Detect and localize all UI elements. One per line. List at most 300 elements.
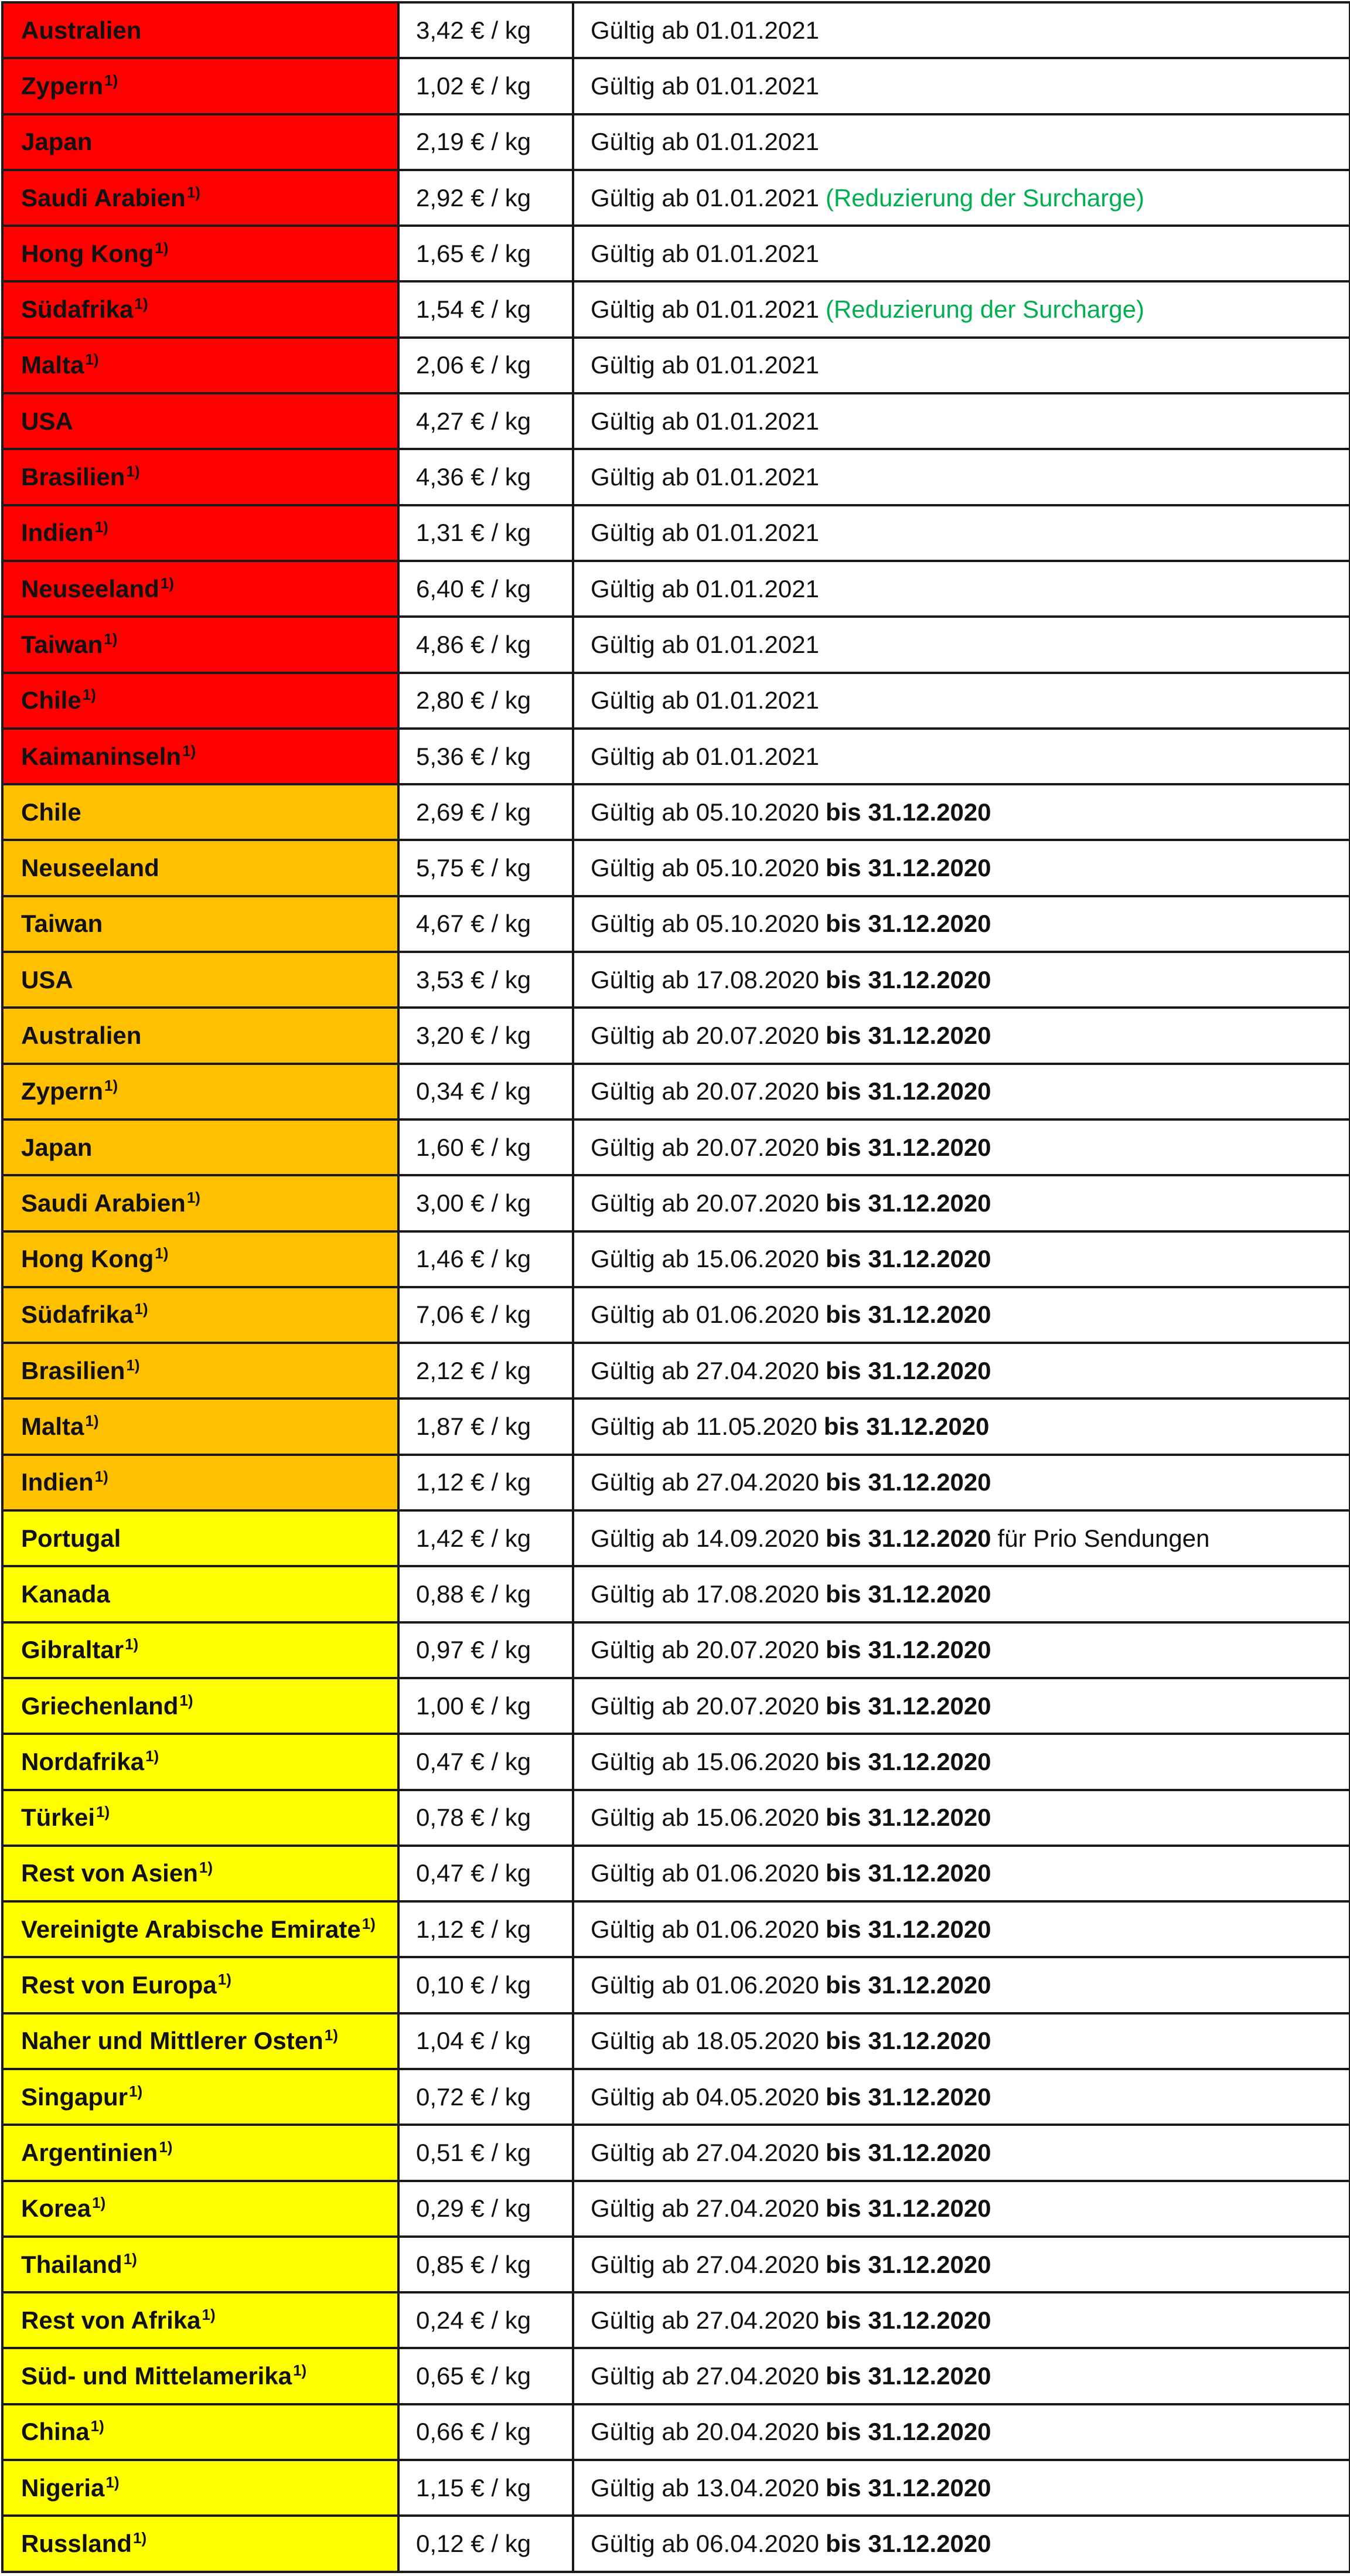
valid-from: Gültig ab 27.04.2020 [591,2250,819,2278]
validity-cell [573,1287,1350,1343]
country-name: Vereinigte Arabische Emirate [21,1915,361,1943]
country-name: Neuseeland [21,574,159,603]
valid-until: bis 31.12.2020 [825,1803,991,1832]
table-row [2,673,1350,729]
country-cell [2,1008,398,1063]
table-row [2,1119,1350,1175]
validity-cell [573,1064,1350,1119]
table-row [2,505,1350,561]
validity-cell [573,2237,1350,2292]
rate-cell: 0,66 € / kg [398,2404,573,2460]
valid-from: Gültig ab 01.06.2020 [591,1301,819,1329]
table-row [2,226,1350,281]
validity-cell [573,2516,1350,2571]
table-row [2,1008,1350,1063]
table-row [2,114,1350,170]
country-cell [2,561,398,617]
table-row [2,393,1350,449]
footnote-marker: 1) [126,462,140,481]
validity-cell [573,2069,1350,2125]
valid-from: Gültig ab 01.01.2021 [591,16,819,44]
country-cell [2,1231,398,1287]
valid-from: Gültig ab 20.07.2020 [591,1636,819,1664]
country-name: Rest von Asien [21,1859,198,1887]
validity-cell [573,1343,1350,1398]
footnote-marker: 1) [92,2194,106,2212]
country-cell [2,2013,398,2069]
valid-until: bis 31.12.2020 [823,1413,990,1441]
rate-cell: 1,02 € / kg [398,58,573,114]
valid-from: Gültig ab 17.08.2020 [591,1580,819,1608]
footnote-marker: 1) [134,295,148,313]
country-name: Nordafrika [21,1747,145,1775]
valid-until: bis 31.12.2020 [825,2473,991,2502]
valid-from: Gültig ab 15.06.2020 [591,1803,819,1832]
valid-until: bis 31.12.2020 [825,2194,991,2223]
country-name: Zypern [21,1077,104,1105]
rate-cell: 1,15 € / kg [398,2460,573,2516]
country-cell [2,673,398,729]
valid-from: Gültig ab 01.01.2021 [591,463,819,491]
valid-from: Gültig ab 17.08.2020 [591,965,819,993]
valid-from: Gültig ab 20.04.2020 [591,2418,819,2446]
rate-cell: 1,04 € / kg [398,2013,573,2069]
table-row [2,561,1350,617]
validity-cell [573,1678,1350,1734]
footnote-marker: 1) [217,1971,231,1989]
country-cell [2,2069,398,2125]
country-cell [2,2348,398,2404]
country-cell [2,1957,398,2013]
valid-from: Gültig ab 01.06.2020 [591,1859,819,1887]
valid-until: bis 31.12.2020 [825,2250,991,2278]
country-name: Nigeria [21,2473,105,2502]
validity-cell [573,1566,1350,1622]
country-name: Thailand [21,2250,122,2278]
valid-from: Gültig ab 01.01.2021 [591,686,819,714]
valid-until: bis 31.12.2020 [825,1524,991,1552]
country-cell [2,1064,398,1119]
valid-from: Gültig ab 11.05.2020 [591,1413,817,1441]
rate-cell: 0,51 € / kg [398,2125,573,2180]
validity-cell [573,1398,1350,1454]
footnote-marker: 1) [104,71,118,89]
table-row [2,1064,1350,1119]
country-name: Chile [21,686,81,714]
country-name: Japan [21,128,93,156]
validity-cell [573,2125,1350,2180]
footnote-marker: 1) [160,574,174,592]
footnote-marker: 1) [94,518,108,536]
table-row [2,1790,1350,1846]
table-row [2,784,1350,840]
rate-cell: 0,34 € / kg [398,1064,573,1119]
footnote-marker: 1) [85,351,99,369]
validity-cell [573,673,1350,729]
rate-cell: 1,65 € / kg [398,226,573,281]
country-cell [2,2,398,58]
table-row [2,896,1350,952]
validity-cell [573,1119,1350,1175]
valid-from: Gültig ab 01.01.2021 [591,519,819,547]
valid-until: bis 31.12.2020 [825,2138,991,2166]
footnote-marker: 1) [90,2417,104,2435]
country-cell [2,1566,398,1622]
valid-until: bis 31.12.2020 [825,1636,991,1664]
validity-cell [573,170,1350,226]
valid-from: Gültig ab 04.05.2020 [591,2082,819,2111]
valid-from: Gültig ab 01.01.2021 [591,407,819,435]
country-cell [2,1734,398,1789]
rate-cell: 4,27 € / kg [398,393,573,449]
country-name: China [21,2418,90,2446]
validity-cell [573,393,1350,449]
table-row [2,840,1350,896]
validity-cell [573,2013,1350,2069]
validity-cell [573,784,1350,840]
rate-cell: 2,92 € / kg [398,170,573,226]
country-name: Malta [21,351,84,379]
table-row [2,2348,1350,2404]
valid-from: Gültig ab 13.04.2020 [591,2473,819,2502]
validity-cell [573,2460,1350,2516]
rate-cell: 0,24 € / kg [398,2292,573,2348]
validity-cell [573,1957,1350,2013]
footnote-marker: 1) [129,2082,143,2100]
valid-from: Gültig ab 20.07.2020 [591,1692,819,1720]
valid-until: bis 31.12.2020 [825,1189,991,1217]
country-name: Kanada [21,1580,110,1608]
table-row [2,1287,1350,1343]
valid-until: bis 31.12.2020 [825,1915,991,1943]
validity-cell [573,952,1350,1008]
country-cell [2,729,398,784]
country-name: Saudi Arabien [21,1189,186,1217]
country-cell [2,1678,398,1734]
table-row [2,2404,1350,2460]
rate-cell: 4,36 € / kg [398,449,573,505]
footnote-marker: 1) [186,183,200,201]
valid-from: Gültig ab 20.07.2020 [591,1021,819,1049]
country-cell [2,114,398,170]
valid-from: Gültig ab 14.09.2020 [591,1524,819,1552]
rate-cell: 7,06 € / kg [398,1287,573,1343]
validity-cell [573,1455,1350,1510]
footnote-marker: 1) [362,1914,376,1932]
valid-from: Gültig ab 01.01.2021 [591,630,819,658]
footnote-marker: 1) [182,741,196,760]
rate-cell: 3,53 € / kg [398,952,573,1008]
country-cell [2,784,398,840]
valid-until: bis 31.12.2020 [825,1245,991,1273]
valid-from: Gültig ab 27.04.2020 [591,2362,819,2390]
country-cell [2,1790,398,1846]
country-cell [2,449,398,505]
footnote-marker: 1) [105,2473,120,2491]
table-row [2,281,1350,337]
table-row [2,1566,1350,1622]
country-cell [2,338,398,393]
validity-cell [573,338,1350,393]
valid-until: bis 31.12.2020 [825,1468,991,1496]
valid-until: bis 31.12.2020 [825,2027,991,2055]
footnote-marker: 1) [324,2026,338,2044]
validity-cell [573,1901,1350,1957]
validity-cell [573,1790,1350,1846]
country-cell [2,1846,398,1901]
validity-cell [573,840,1350,896]
validity-cell [573,896,1350,952]
extra-note: für Prio Sendungen [997,1524,1210,1552]
country-cell [2,2292,398,2348]
country-cell [2,393,398,449]
rate-cell: 1,12 € / kg [398,1901,573,1957]
country-cell [2,2404,398,2460]
rate-cell: 0,29 € / kg [398,2181,573,2237]
country-cell [2,226,398,281]
rate-cell: 4,86 € / kg [398,617,573,672]
table-row [2,1957,1350,2013]
surcharge-table [1,1,1350,2573]
table-row [2,1398,1350,1454]
country-name: Singapur [21,2082,128,2111]
footnote-marker: 1) [159,2138,173,2156]
country-name: Saudi Arabien [21,183,186,212]
validity-cell [573,2292,1350,2348]
country-name: Australien [21,16,142,44]
rate-cell: 1,31 € / kg [398,505,573,561]
table-row [2,1455,1350,1510]
rate-cell: 3,00 € / kg [398,1175,573,1231]
surcharge-table-container [1,1,1349,2574]
validity-cell [573,2,1350,58]
valid-until: bis 31.12.2020 [825,1301,991,1329]
country-name: Taiwan [21,910,103,938]
reduction-note: (Reduzierung der Surcharge) [825,295,1144,324]
table-row [2,1734,1350,1789]
validity-cell [573,1008,1350,1063]
country-name: Türkei [21,1803,96,1832]
validity-cell [573,1622,1350,1678]
rate-cell: 1,87 € / kg [398,1398,573,1454]
rate-cell: 1,42 € / kg [398,1510,573,1566]
footnote-marker: 1) [179,1691,193,1709]
country-cell [2,1287,398,1343]
country-name: Südafrika [21,1301,134,1329]
table-row [2,338,1350,393]
valid-until: bis 31.12.2020 [825,965,991,993]
validity-cell [573,449,1350,505]
country-name: Indien [21,519,94,547]
validity-cell [573,617,1350,672]
table-row [2,1901,1350,1957]
country-name: Griechenland [21,1692,179,1720]
rate-cell: 0,12 € / kg [398,2516,573,2571]
footnote-marker: 1) [134,1300,148,1318]
rate-cell: 0,47 € / kg [398,1734,573,1789]
table-row [2,729,1350,784]
country-name: Indien [21,1468,94,1496]
footnote-marker: 1) [186,1188,200,1206]
valid-until: bis 31.12.2020 [825,854,991,882]
table-row [2,170,1350,226]
country-name: Portugal [21,1524,121,1552]
country-cell [2,1343,398,1398]
rate-cell: 0,65 € / kg [398,2348,573,2404]
country-name: Korea [21,2194,91,2223]
rate-cell: 2,69 € / kg [398,784,573,840]
valid-until: bis 31.12.2020 [825,1859,991,1887]
footnote-marker: 1) [94,1468,108,1486]
rate-cell: 4,67 € / kg [398,896,573,952]
valid-from: Gültig ab 05.10.2020 [591,798,819,826]
table-row [2,617,1350,672]
table-row [2,1231,1350,1287]
country-name: Südafrika [21,295,134,324]
footnote-marker: 1) [123,2250,137,2268]
table-row [2,2069,1350,2125]
country-cell [2,952,398,1008]
valid-from: Gültig ab 05.10.2020 [591,854,819,882]
valid-from: Gültig ab 27.04.2020 [591,2138,819,2166]
valid-from: Gültig ab 18.05.2020 [591,2027,819,2055]
valid-until: bis 31.12.2020 [825,1356,991,1384]
valid-until: bis 31.12.2020 [825,1692,991,1720]
country-name: USA [21,965,73,993]
valid-until: bis 31.12.2020 [825,1133,991,1161]
reduction-note: (Reduzierung der Surcharge) [825,183,1144,212]
country-cell [2,281,398,337]
validity-cell [573,1175,1350,1231]
country-name: Chile [21,798,81,826]
validity-cell [573,2404,1350,2460]
valid-until: bis 31.12.2020 [825,2418,991,2446]
valid-until: bis 31.12.2020 [825,2530,991,2557]
validity-cell [573,58,1350,114]
country-name: Süd- und Mittelamerika [21,2362,292,2390]
country-cell [2,896,398,952]
rate-cell: 6,40 € / kg [398,561,573,617]
footnote-marker: 1) [82,686,96,704]
table-row [2,1678,1350,1734]
valid-until: bis 31.12.2020 [825,1747,991,1775]
country-name: Japan [21,1133,93,1161]
footnote-marker: 1) [96,1803,110,1821]
table-row [2,2292,1350,2348]
surcharge-table-body [2,2,1350,2572]
validity-cell [573,281,1350,337]
valid-from: Gültig ab 01.01.2021 [591,239,819,267]
country-name: USA [21,407,73,435]
valid-from: Gültig ab 15.06.2020 [591,1747,819,1775]
rate-cell: 1,60 € / kg [398,1119,573,1175]
table-row [2,2013,1350,2069]
validity-cell [573,1846,1350,1901]
valid-from: Gültig ab 01.06.2020 [591,1915,819,1943]
country-name: Kaimaninseln [21,742,182,770]
rate-cell: 0,97 € / kg [398,1622,573,1678]
country-cell [2,170,398,226]
validity-cell [573,729,1350,784]
rate-cell: 1,54 € / kg [398,281,573,337]
table-row [2,1343,1350,1398]
valid-from: Gültig ab 06.04.2020 [591,2530,819,2557]
footnote-marker: 1) [104,629,118,648]
rate-cell: 2,19 € / kg [398,114,573,170]
valid-from: Gültig ab 01.01.2021 [591,742,819,770]
country-cell [2,1398,398,1454]
validity-cell [573,226,1350,281]
country-cell [2,1901,398,1957]
footnote-marker: 1) [155,239,169,257]
country-name: Zypern [21,72,104,100]
country-cell [2,2181,398,2237]
valid-from: Gültig ab 01.01.2021 [591,128,819,156]
rate-cell: 3,42 € / kg [398,2,573,58]
country-name: Naher und Mittlerer Osten [21,2027,323,2055]
country-cell [2,840,398,896]
footnote-marker: 1) [85,1412,99,1430]
valid-from: Gültig ab 27.04.2020 [591,1356,819,1384]
valid-until: bis 31.12.2020 [825,798,991,826]
country-cell [2,1175,398,1231]
valid-until: bis 31.12.2020 [825,910,991,938]
country-cell [2,2516,398,2571]
valid-until: bis 31.12.2020 [825,1021,991,1049]
valid-from: Gültig ab 01.01.2021 [591,183,819,212]
valid-until: bis 31.12.2020 [825,2362,991,2390]
valid-from: Gültig ab 20.07.2020 [591,1077,819,1105]
country-cell [2,58,398,114]
rate-cell: 1,46 € / kg [398,1231,573,1287]
footnote-marker: 1) [155,1244,169,1263]
country-name: Argentinien [21,2138,158,2166]
country-name: Brasilien [21,1356,125,1384]
country-name: Neuseeland [21,854,159,882]
country-cell [2,1455,398,1510]
valid-until: bis 31.12.2020 [825,2082,991,2111]
country-cell [2,2460,398,2516]
country-name: Russland [21,2530,132,2557]
rate-cell: 0,72 € / kg [398,2069,573,2125]
rate-cell: 0,10 € / kg [398,1957,573,2013]
rate-cell: 5,75 € / kg [398,840,573,896]
table-row [2,1175,1350,1231]
rate-cell: 2,12 € / kg [398,1343,573,1398]
country-cell [2,2125,398,2180]
rate-cell: 2,06 € / kg [398,338,573,393]
valid-from: Gültig ab 01.06.2020 [591,1971,819,1999]
table-row [2,1510,1350,1566]
validity-cell [573,2348,1350,2404]
validity-cell [573,1510,1350,1566]
table-row [2,2237,1350,2292]
country-cell [2,617,398,672]
table-row [2,2460,1350,2516]
rate-cell: 3,20 € / kg [398,1008,573,1063]
validity-cell [573,2181,1350,2237]
country-name: Malta [21,1413,84,1441]
footnote-marker: 1) [199,1859,213,1877]
country-name: Taiwan [21,630,103,658]
valid-from: Gültig ab 05.10.2020 [591,910,819,938]
table-row [2,2125,1350,2180]
valid-from: Gültig ab 20.07.2020 [591,1133,819,1161]
validity-cell [573,505,1350,561]
valid-until: bis 31.12.2020 [825,1971,991,1999]
footnote-marker: 1) [126,1356,140,1374]
valid-from: Gültig ab 01.01.2021 [591,574,819,603]
